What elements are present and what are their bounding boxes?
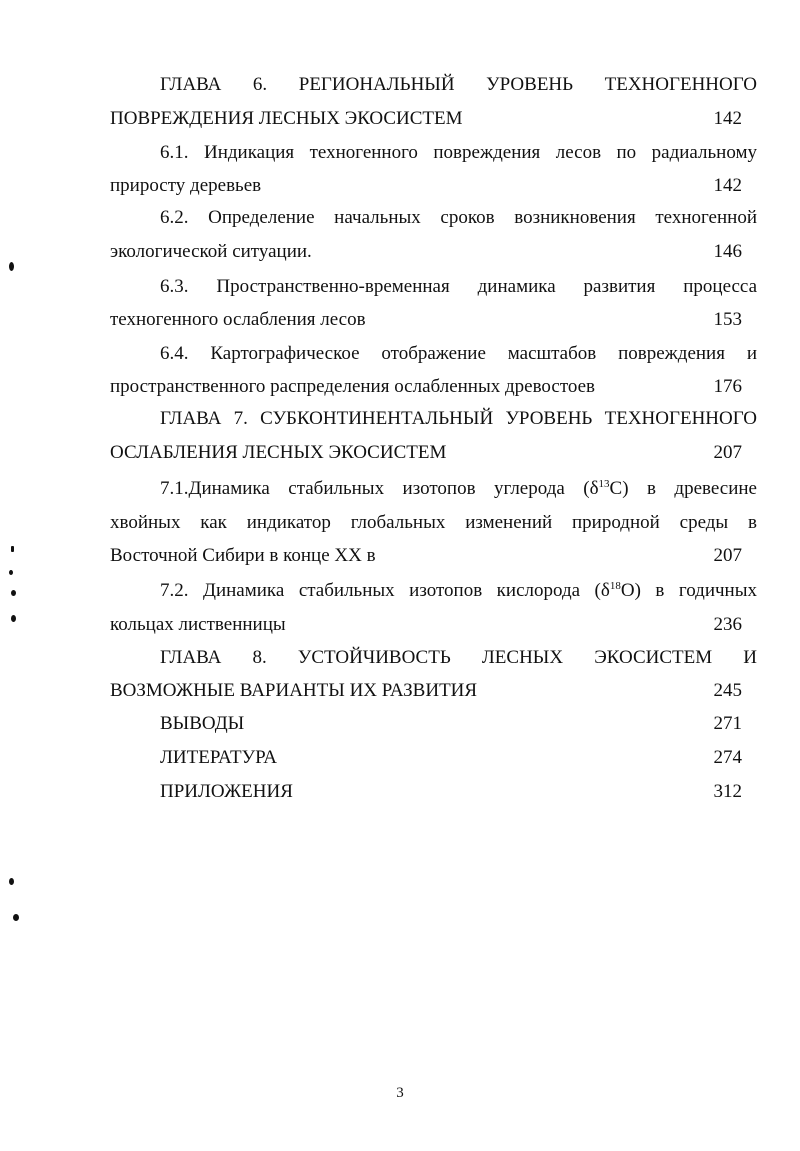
section-7-1-line1 <box>110 476 757 502</box>
section-7-1-line1-post: C) в древесине <box>609 478 757 499</box>
scan-speck <box>11 615 16 622</box>
scan-speck <box>9 262 14 271</box>
section-7-1-line1-pre: 7.1.Динамика стабильных изотопов углерода (δ <box>160 478 599 499</box>
chapter-7-title-line2: ОСЛАБЛЕНИЯ ЛЕСНЫХ ЭКОСИСТЕМ <box>110 442 447 463</box>
scan-speck <box>13 914 19 921</box>
section-7-2-line1 <box>110 578 757 604</box>
scan-speck <box>11 546 14 552</box>
chapter-7-title-line1: ГЛАВА 7. СУБКОНТИНЕНТАЛЬНЫЙ УРОВЕНЬ ТЕХНОГЕННОГО <box>160 408 757 429</box>
section-7-1-line2: хвойных как индикатор глобальных изменений природной среды в <box>110 512 757 533</box>
scan-speck <box>11 590 16 596</box>
section-7-2-line1-pre: 7.2. Динамика стабильных изотопов кислорода (δ <box>160 580 610 601</box>
chapter-8-page: 245 <box>713 680 742 701</box>
section-6-1-page: 142 <box>713 175 742 196</box>
section-7-2-line1-post: O) в годичных <box>620 580 757 601</box>
section-6-4-line2: пространственного распределения ослабленных древостоев <box>110 376 596 397</box>
chapter-6-title-line1: ГЛАВА 6. РЕГИОНАЛЬНЫЙ УРОВЕНЬ ТЕХНОГЕННОГО <box>160 74 757 95</box>
section-6-3-page: 153 <box>713 309 742 330</box>
section-7-2-page: 236 <box>713 614 742 635</box>
section-7-2-line2: кольцах лиственницы <box>110 614 286 635</box>
chapter-7-page: 207 <box>713 442 742 463</box>
carbon-isotope-superscript: 13 <box>598 478 610 490</box>
chapter-6-title-line2: ПОВРЕЖДЕНИЯ ЛЕСНЫХ ЭКОСИСТЕМ <box>110 108 463 129</box>
conclusions-label: ВЫВОДЫ <box>160 713 245 734</box>
appendices-page: 312 <box>713 781 742 802</box>
section-6-1-line2: приросту деревьев <box>110 175 262 196</box>
section-6-4-page: 176 <box>713 376 742 397</box>
literature-label: ЛИТЕРАТУРА <box>160 747 277 768</box>
scan-speck <box>9 878 14 885</box>
section-7-1-page: 207 <box>713 545 742 566</box>
literature-page: 274 <box>713 747 742 768</box>
page-number: 3 <box>396 1085 404 1101</box>
appendices-label: ПРИЛОЖЕНИЯ <box>160 781 293 802</box>
section-6-2-line1: 6.2. Определение начальных сроков возникновения техногенной <box>160 207 757 228</box>
conclusions-page: 271 <box>713 713 742 734</box>
section-6-4-line1: 6.4. Картографическое отображение масштабов повреждения и <box>160 343 757 364</box>
section-6-2-page: 146 <box>713 241 742 262</box>
chapter-6-page: 142 <box>713 108 742 129</box>
chapter-8-title-line1: ГЛАВА 8. УСТОЙЧИВОСТЬ ЛЕСНЫХ ЭКОСИСТЕМ И <box>160 647 757 668</box>
chapter-8-title-line2: ВОЗМОЖНЫЕ ВАРИАНТЫ ИХ РАЗВИТИЯ <box>110 680 478 701</box>
section-6-3-line1: 6.3. Пространственно-временная динамика развития процесса <box>160 276 757 297</box>
scan-speck <box>9 570 13 575</box>
section-6-2-line2: экологической ситуации. <box>110 241 312 262</box>
section-6-3-line2: техногенного ослабления лесов <box>110 309 366 330</box>
section-6-1-line1: 6.1. Индикация техногенного повреждения лесов по радиальному <box>160 142 757 163</box>
section-7-1-line3: Восточной Сибири в конце XX в <box>110 545 376 566</box>
oxygen-isotope-superscript: 18 <box>609 580 621 592</box>
